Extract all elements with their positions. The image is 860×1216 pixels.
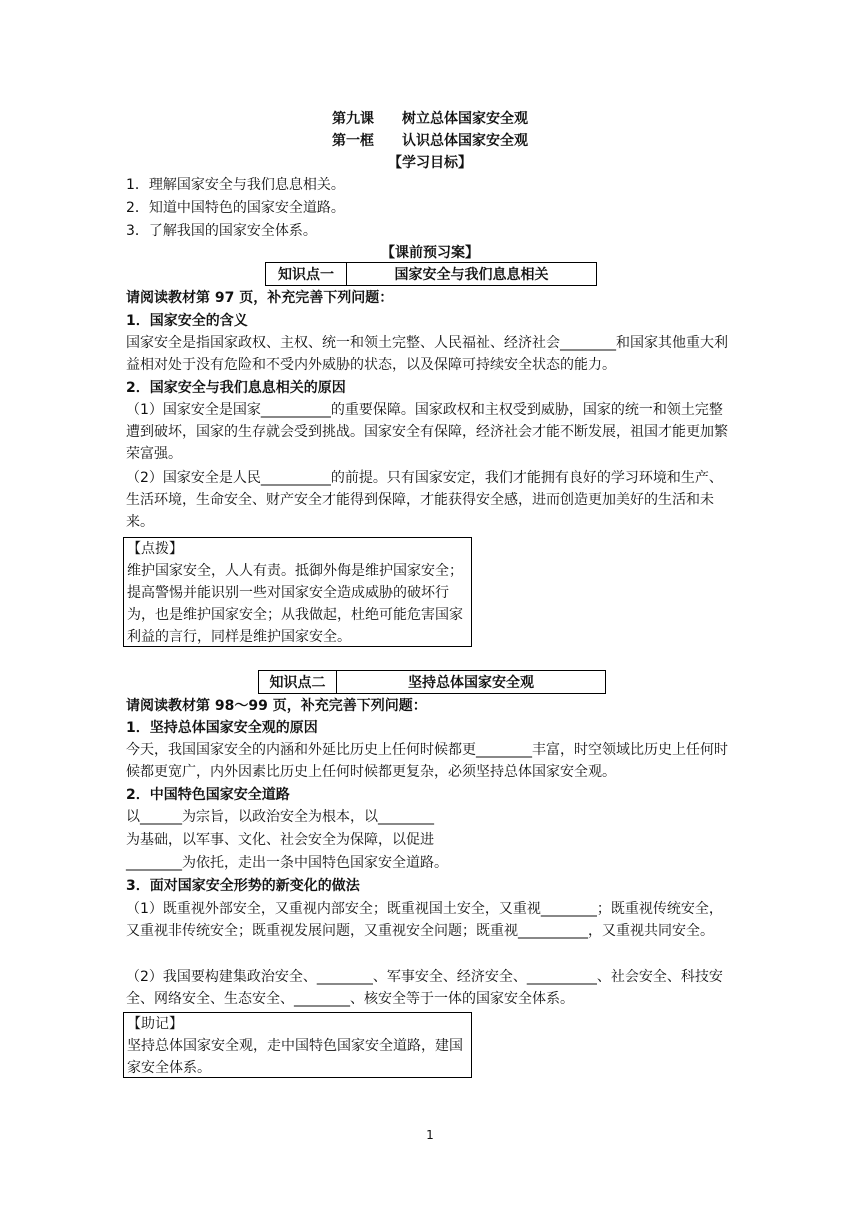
tip-text: 维护国家安全，人人有责。抵御外侮是维护国家安全；提高警惕并能识别一些对国家安全造成威胁的破坏行为，也是维护国家安全；从我做起，杜绝可能危害国家利益的言行，同样是维护国家安全。 [127, 563, 463, 645]
objectives-title: 【学习目标】 [388, 155, 472, 171]
memo-text: 坚持总体国家安全观，走中国特色国家安全道路，建国家安全体系。 [127, 1038, 463, 1076]
kp2-title: 坚持总体国家安全观 [408, 675, 534, 691]
kp2-q2-line: ________为依托，走出一条中国特色国家安全道路。 [126, 855, 448, 871]
kp1-q2-heading: 2．国家安全与我们息息相关的原因 [126, 380, 346, 396]
kp1-q1-heading: 1．国家安全的含义 [126, 313, 248, 329]
tip-box [123, 537, 472, 647]
kp2-q2-heading: 2．中国特色国家安全道路 [126, 787, 290, 803]
kp1-instruction: 请阅读教材第 97 页，补充完善下列问题： [126, 290, 394, 306]
objective-item: 2．知道中国特色的国家安全道路。 [126, 200, 345, 216]
kp2-q3-heading: 3．面对国家安全形势的新变化的做法 [126, 878, 360, 894]
kp2-q1-heading: 1．坚持总体国家安全观的原因 [126, 720, 318, 736]
objective-item: 3．了解我国的国家安全体系。 [126, 223, 317, 239]
objective-item: 1．理解国家安全与我们息息相关。 [126, 177, 345, 193]
kp1-title: 国家安全与我们息息相关 [394, 267, 549, 283]
page-number: 1 [426, 1128, 434, 1142]
preview-title: 【课前预习案】 [381, 245, 479, 261]
kp2-q3-p1: （1）既重视外部安全，又重视内部安全；既重视国土安全，又重视________；既重视传统安全，又重视非传统安全；既重视发展问题，又重视安全问题；既重视__________，又重视共同安全。 [126, 901, 723, 939]
memo-box [123, 1012, 472, 1078]
memo-title: 【助记】 [127, 1016, 183, 1032]
kp1-q2-p1: （1）国家安全是国家__________的重要保障。国家政权和主权受到威胁，国家的统一和领土完整遭到破坏，国家的生存就会受到挑战。国家安全有保障，经济社会才能不断发展，祖国才能更加繁荣富强。 [126, 402, 728, 462]
tip-title: 【点拨】 [127, 541, 183, 557]
kp2-label: 知识点二 [259, 671, 337, 693]
knowledge-point-2-header [258, 670, 606, 694]
kp2-q2-line: 以______为宗旨，以政治安全为根本，以________ [126, 809, 434, 825]
kp1-label: 知识点一 [266, 263, 347, 285]
kp2-instruction: 请阅读教材第 98～99 页，补充完善下列问题： [126, 698, 427, 714]
kp1-q1-text: 国家安全是指国家政权、主权、统一和领土完整、人民福祉、经济社会________和国家其他重大利益相对处于没有危险和不受内外威胁的状态，以及保障可持续安全状态的能力。 [126, 335, 728, 373]
frame-title: 第一框 认识总体国家安全观 [332, 133, 528, 149]
kp2-q3-p2: （2）我国要构建集政治安全、________、军事安全、经济安全、__________、社会安全、科技安全、网络安全、生态安全、________、核安全等于一体的国家安全体系。 [126, 969, 723, 1007]
lesson-title: 第九课 树立总体国家安全观 [332, 111, 528, 127]
knowledge-point-1-header [265, 262, 597, 286]
kp1-q2-p2: （2）国家安全是人民__________的前提。只有国家安定，我们才能拥有良好的学习环境和生产、生活环境，生命安全、财产安全才能得到保障，才能获得安全感，进而创造更加美好的生活和未来。 [126, 470, 723, 530]
kp2-q2-line: 为基础，以军事、文化、社会安全为保障，以促进 [126, 832, 434, 848]
kp2-q1-text: 今天，我国国家安全的内涵和外延比历史上任何时候都更________丰富，时空领域比历史上任何时候都更宽广，内外因素比历史上任何时候都更复杂，必须坚持总体国家安全观。 [126, 742, 728, 780]
